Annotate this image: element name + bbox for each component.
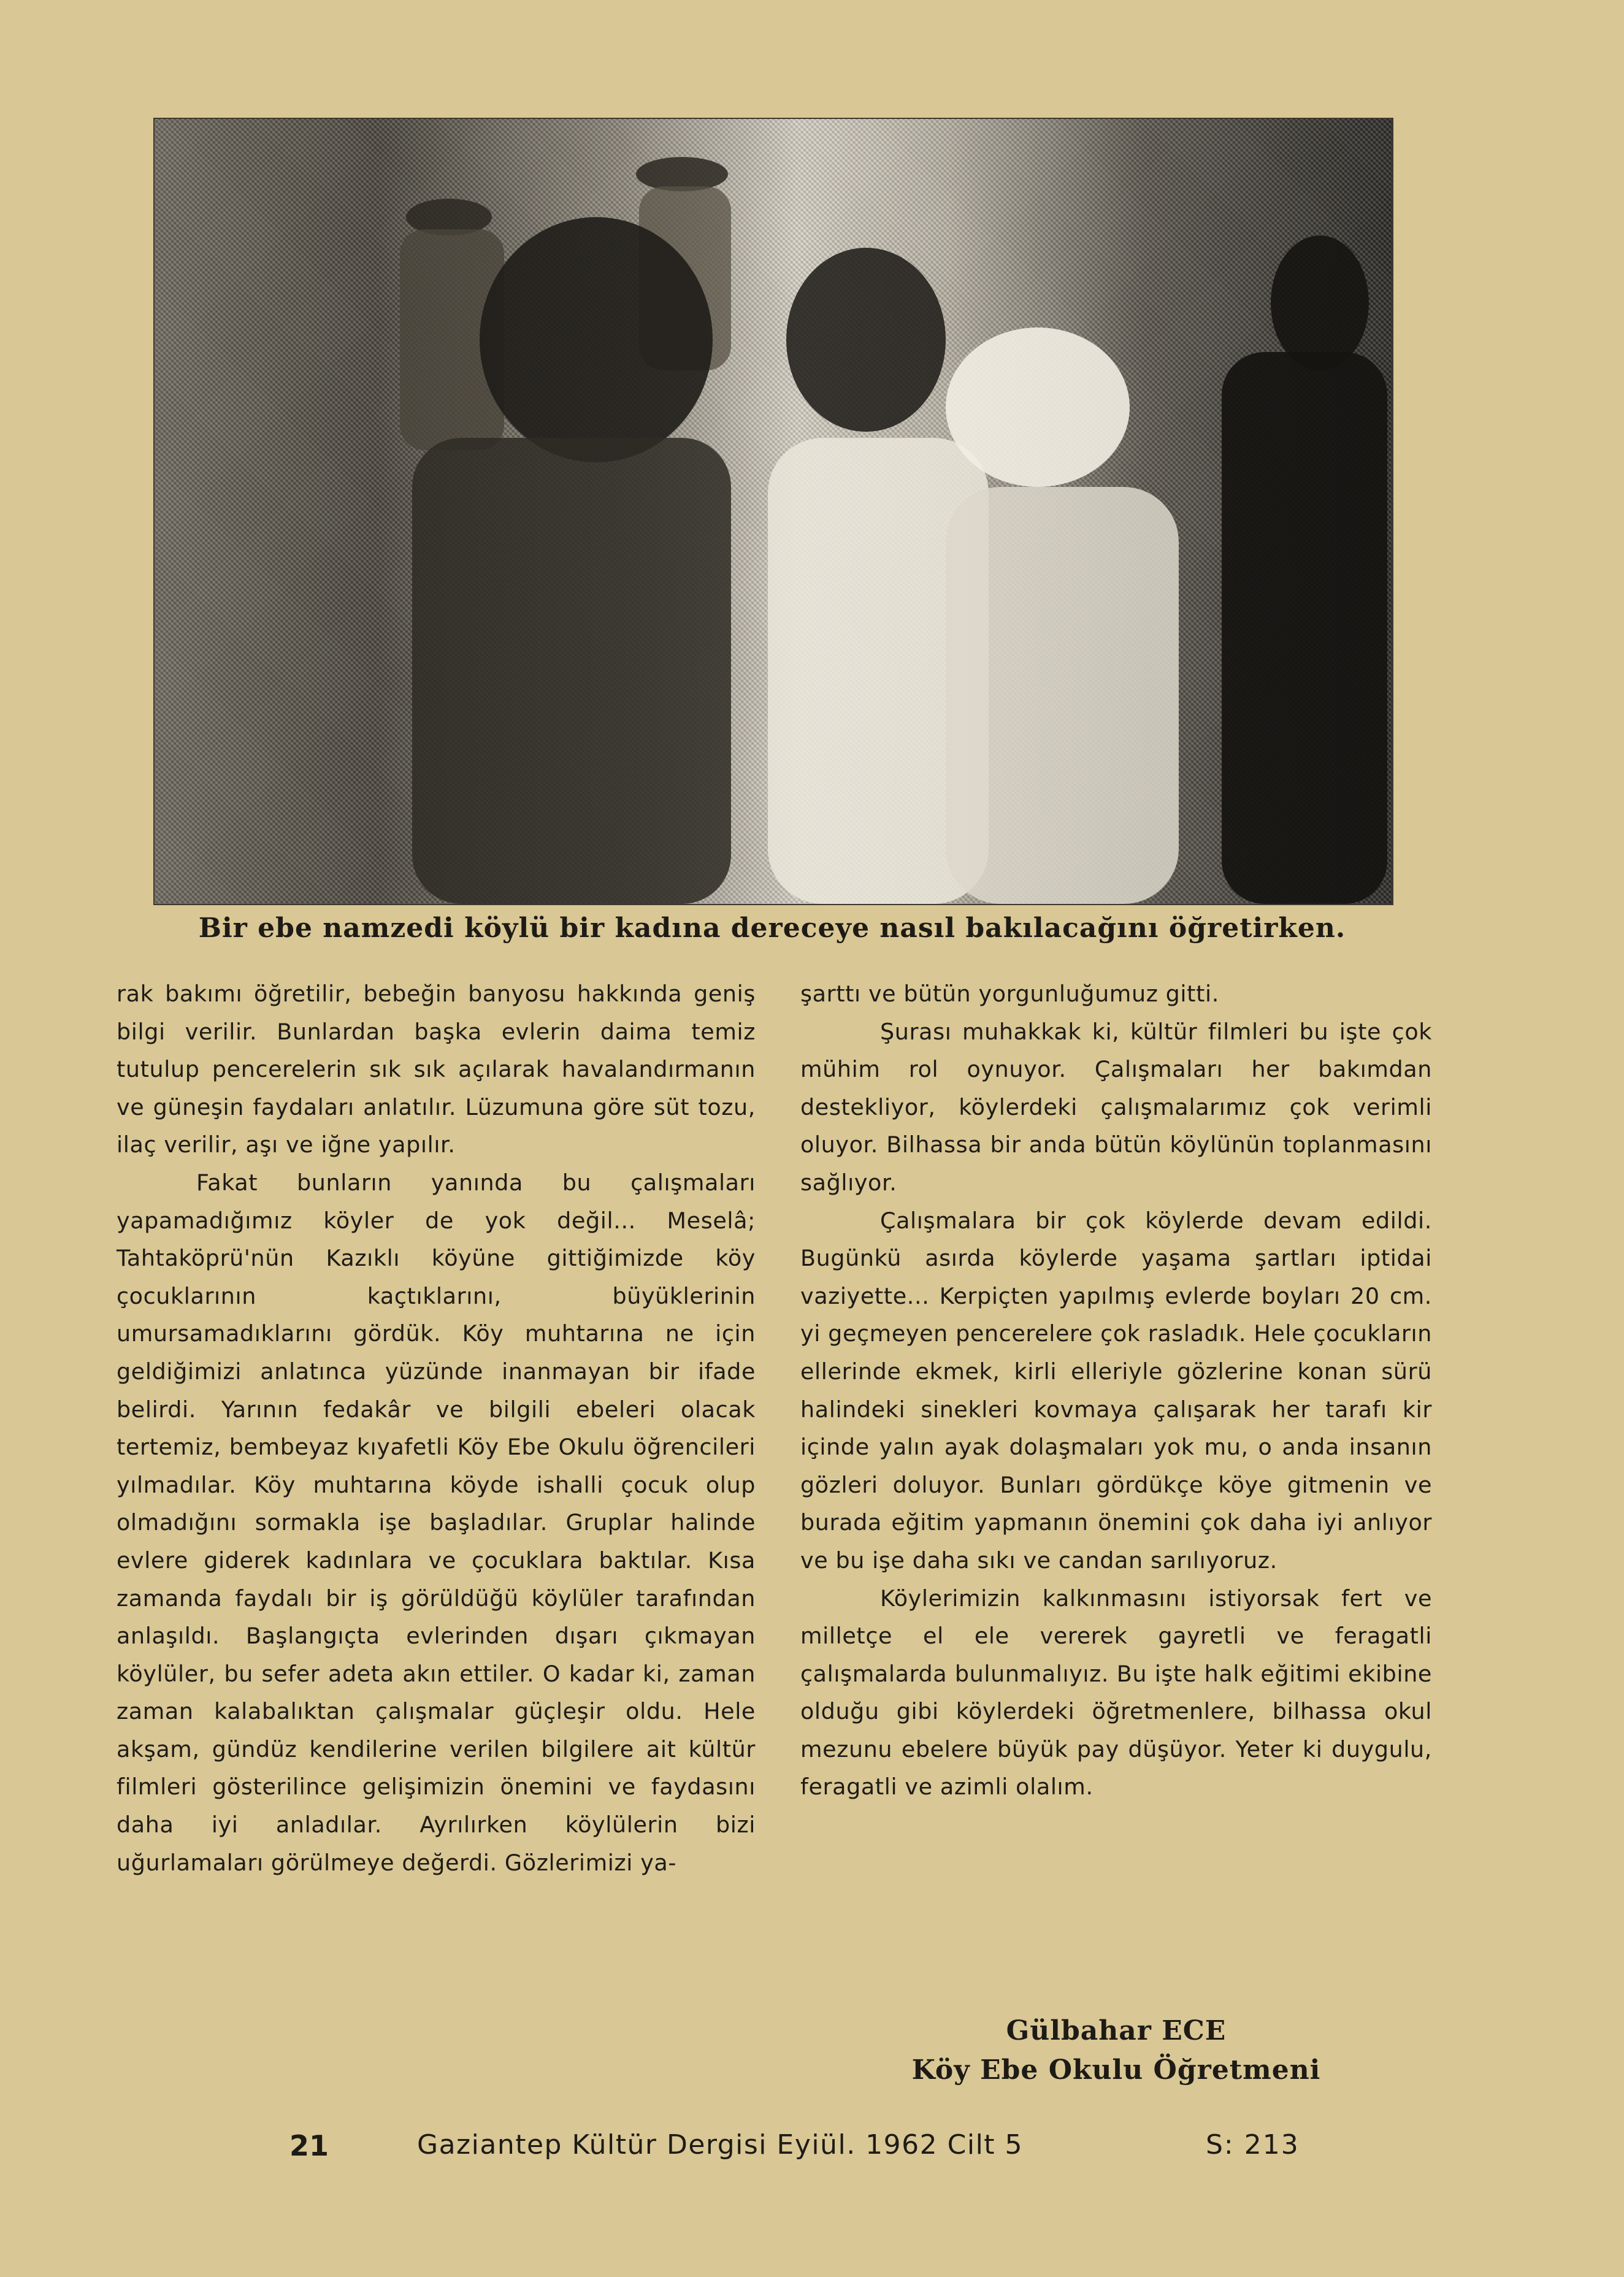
author-title: Köy Ebe Okulu Öğretmeni [911, 2054, 1321, 2086]
author-name: Gülbahar ECE [1006, 2015, 1227, 2046]
photo-figures [155, 119, 1392, 904]
paragraph: Köylerimizin kalkınmasını istiyorsak fert ve milletçe el ele vererek gayretli ve feragatli çalışmalarda bulunmalıyız. Bu işte halk eğitimi ekibine olduğu gibi köylerdeki öğretmenlere, bilhassa okul mezunu ebelere büyük pay düşüyor. Yeter ki duygulu, feragatli ve azimli olalım. [800, 1585, 1432, 1801]
halftone-photograph [153, 118, 1393, 905]
paragraph: şarttı ve bütün yorgunluğumuz gitti. [800, 981, 1219, 1007]
paragraph: rak bakımı öğretilir, bebeğin banyosu hakkında geniş bilgi verilir. Bunlardan başka evlerin daima temiz tutulup pencerelerin sık sık açılarak havalandırmanın ve güneşin faydaları anlatılır. Lüzumuna göre süt tozu, ilaç verilir, aşı ve iğne yapılır. [117, 981, 756, 1158]
paragraph: Çalışmalara bir çok köylerde devam edildi. Bugünkü asırda köylerde yaşama şartları iptidai vaziyette... Kerpiçten yapılmış evlerde boyları 20 cm. yi geçmeyen pencerelere çok rasladık. Hele çocukların ellerinde ekmek, kirli elleriyle gözlerine konan sürü halindeki sinekleri kovmaya çalışarak her tarafı kir içinde yalın ayak dolaşmaları yok mu, o anda insanın gözleri doluyor. Bunları gördükçe köye gitmenin ve burada eğitim yapmanın önemini çok daha iyi anlıyor ve bu işe daha sıkı ve candan sarılıyoruz. [800, 1207, 1432, 1574]
paragraph: Şurası muhakkak ki, kültür filmleri bu işte çok mühim rol oynuyor. Çalışmaları her bakımdan destekliyor, köylerdeki çalışmalarımız çok verimli oluyor. Bilhassa bir anda bütün köylünün toplanmasını sağlıyor. [800, 1018, 1432, 1196]
article-column-right [800, 975, 1432, 1806]
magazine-issue: Gaziantep Kültür Dergisi Eyiül. 1962 Cilt 5 [417, 2129, 1024, 2160]
page-number-left: 21 [289, 2129, 329, 2162]
page-number-right: S: 213 [1206, 2129, 1300, 2160]
author-signature [800, 2011, 1432, 2090]
photo-caption: Bir ebe namzedi köylü bir kadına dereceye nasıl bakılacağını öğretirken. [198, 913, 1346, 944]
paragraph: Fakat bunların yanında bu çalışmaları yapamadığımız köyler de yok değil... Meselâ; Tahtaköprü'nün Kazıklı köyüne gittiğimizde köy çocuklarının kaçtıklarını, büyüklerinin umursamadıklarını gördük. Köy muhtarına ne için geldiğimizi anlatınca yüzünde inanmayan bir ifade belirdi. Yarının fedakâr ve bilgili ebeleri olacak tertemiz, bembeyaz kıyafetli Köy Ebe Okulu öğrencileri yılmadılar. Köy muhtarına köyde ishalli çocuk olup olmadığını sormakla işe başladılar. Gruplar halinde evlere giderek kadınlara ve çocuklara baktılar. Kısa zamanda faydalı bir iş görüldüğü köylüler tarafından anlaşıldı. Başlangıçta evlerinden dışarı çıkmayan köylüler, bu sefer adeta akın ettiler. O kadar ki, zaman zaman kalabalıktan çalışmalar güçleşir oldu. Hele akşam, gündüz kendilerine verilen bilgilere ait kültür filmleri gösterilince gelişimizin önemini ve faydasını daha iyi anladılar. Ayrılırken köylülerin bizi uğurlamaları görülmeye değerdi. Gözlerimizi ya- [117, 1169, 756, 1876]
article-column-left [117, 975, 756, 1881]
